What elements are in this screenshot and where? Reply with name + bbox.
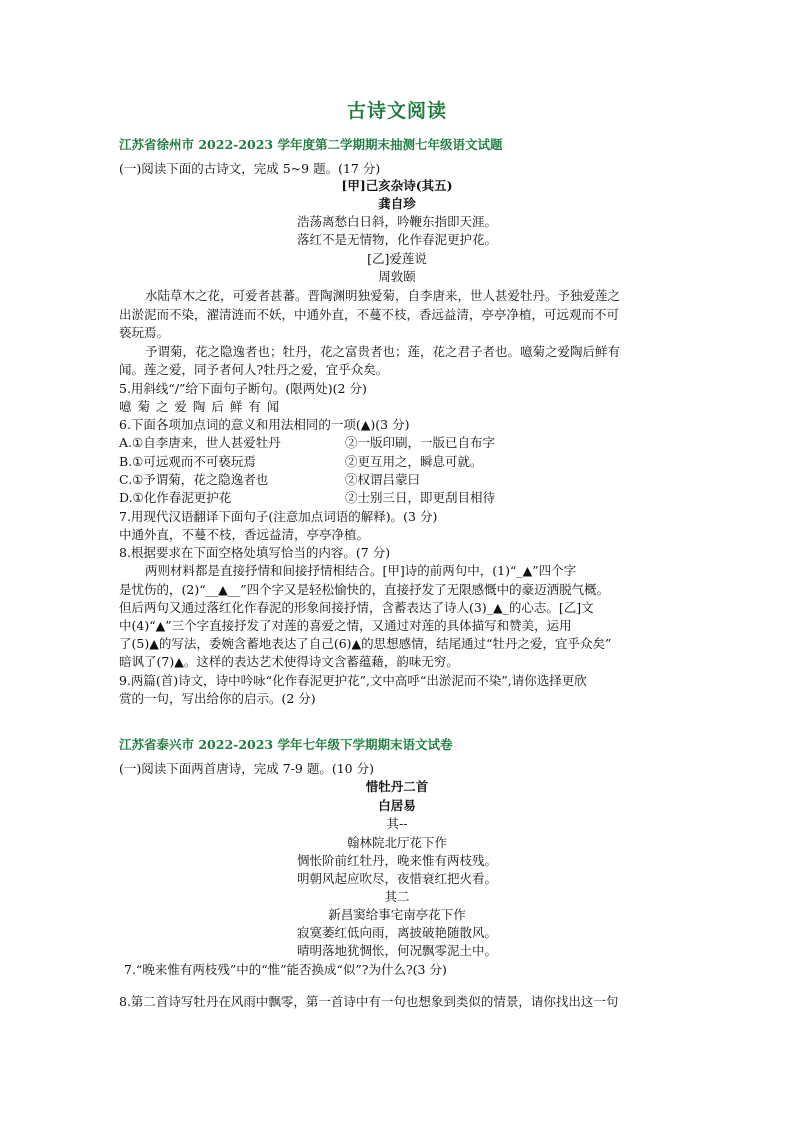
page-title: 古诗文阅读 <box>346 100 447 122</box>
section1-intro: (一)阅读下面的古诗文，完成 5~9 题。(17 分) <box>119 161 381 176</box>
poem-line: 浩荡离愁白日斜，吟鞭东指即天涯。 <box>296 214 497 229</box>
question-7: 7.用现代汉语翻译下面句子(注意加点词语的解释)。(3 分) <box>119 509 438 524</box>
question-9: 赏的一句，写出给你的启示。(2 分) <box>119 691 316 706</box>
option-d-1: D.①化作春泥更护花 <box>119 490 232 505</box>
poem-title: 惜牡丹二首 <box>365 779 429 794</box>
poem-title: [甲]己亥杂诗(其五) <box>341 178 453 193</box>
poem-subtitle: 翰林院北厅花下作 <box>346 835 447 850</box>
question-5: 5.用斜线“/”给下面句子断句。(限两处)(2 分) <box>119 381 367 396</box>
poem-subtitle: 新昌窦给事宅南亭花下作 <box>328 907 466 922</box>
source-heading-1: 江苏省徐州市 2022-2023 学年度第二学期期末抽测七年级语文试题 <box>119 137 503 152</box>
paragraph-line: 予谓菊，花之隐逸者也；牡丹，花之富贵者也；莲，花之君子者也。噫菊之爱陶后鲜有 <box>145 344 621 359</box>
poem-line: 落红不是无情物，化作春泥更护花。 <box>296 232 497 247</box>
question-7: 7.“晚来惟有两枝残”中的“惟”能否换成“似”?为什么?(3 分) <box>124 962 447 977</box>
section2-intro: (一)阅读下面两首唐诗，完成 7-9 题。(10 分) <box>119 761 374 776</box>
poem-author: 龚自珍 <box>378 196 416 211</box>
question-6: 6.下面各项加点词的意义和用法相同的一项(▲)(3 分) <box>119 417 410 432</box>
option-c-1: C.①予谓菊，花之隐逸者也 <box>119 472 269 487</box>
poem-part-label: 其二 <box>384 889 410 904</box>
question-5-text: 噫 菊 之 爱 陶 后 鲜 有 闻 <box>119 399 281 414</box>
question-8: 8.第二首诗写牡丹在风雨中飘零，第一首诗中有一句也想象到类似的情景，请你找出这一句 <box>119 994 619 1009</box>
paragraph-line: 水陆草木之花，可爱者甚蕃。晋陶渊明独爱菊，自李唐来，世人甚爱牡丹。予独爱莲之 <box>145 288 621 303</box>
paragraph-line: 出淤泥而不染，濯清涟而不妖，中通外直，不蔓不枝，香远益清，亭亭净植，可远观而不可 <box>119 307 620 322</box>
poem-line: 惆怅阶前红牡丹，晚来惟有两枝残。 <box>296 853 497 868</box>
question-8-line: 暗讽了(7)▲。这样的表达艺术使得诗文含蓄蕴藉，韵味无穷。 <box>119 654 459 669</box>
question-8-line: 中(4)“▲”三个字直接抒发了对莲的喜爱之情，又通过对莲的具体描写和赞美，运用 <box>119 618 572 633</box>
question-8: 8.根据要求在下面空格处填写恰当的内容。(7 分) <box>119 545 391 560</box>
question-9: 9.两篇(首)诗文，诗中吟咏“化作春泥更护花”,文中高呼“出淤泥而不染”,请你选择更欣 <box>119 673 587 688</box>
option-b-2: ②更互用之，瞬息可就。 <box>345 454 483 469</box>
poem-part-label: 其-- <box>386 816 408 831</box>
question-8-line: 了(5)▲的写法，委婉含蓄地表达了自己(6)▲的思想感情，结尾通过“牡丹之爱，宜乎众矣” <box>119 636 612 651</box>
prose-title: [乙]爱莲说 <box>367 251 427 266</box>
question-8-line: 两则材料都是直接抒情和间接抒情相结合。[甲]诗的前两句中，(1)“_▲”四个字 <box>145 563 577 578</box>
source-heading-2: 江苏省泰兴市 2022-2023 学年七年级下学期期末语文试卷 <box>119 737 453 752</box>
question-7-text: 中通外直，不蔓不枝，香远益清，亭亭净植。 <box>119 527 370 542</box>
option-b-1: B.①可远观而不可亵玩焉 <box>119 454 256 469</box>
question-8-line: 是忧伤的，(2)“__▲__”四个字又是轻松愉快的，直接抒发了无限感慨中的豪迈洒脱气概。 <box>119 582 610 597</box>
paragraph-line: 亵玩焉。 <box>119 325 170 340</box>
poem-line: 明朝风起应吹尽，夜惜衰红把火看。 <box>296 871 497 886</box>
option-a-1: A.①自李唐来，世人甚爱牡丹 <box>119 435 281 450</box>
poem-line: 晴明落地犹惆怅，何况飘零泥土中。 <box>296 943 497 958</box>
paragraph-line: 闻。莲之爱，同予者何人?牡丹之爱，宜乎众矣。 <box>119 362 389 377</box>
question-8-line: 但后两句又通过落红化作春泥的形象间接抒情，含蓄表达了诗人(3)_▲_的心志。[乙]文 <box>119 600 594 615</box>
option-a-2: ②一版印刷，一版已自布字 <box>345 435 496 450</box>
poem-line: 寂寞萎红低向雨，离披破艳随散风。 <box>296 925 497 940</box>
option-d-2: ②士别三日，即更刮目相待 <box>345 490 496 505</box>
prose-author: 周敦颐 <box>378 269 416 284</box>
option-c-2: ②权谓吕蒙曰 <box>345 472 421 487</box>
poem-author: 白居易 <box>378 798 416 813</box>
